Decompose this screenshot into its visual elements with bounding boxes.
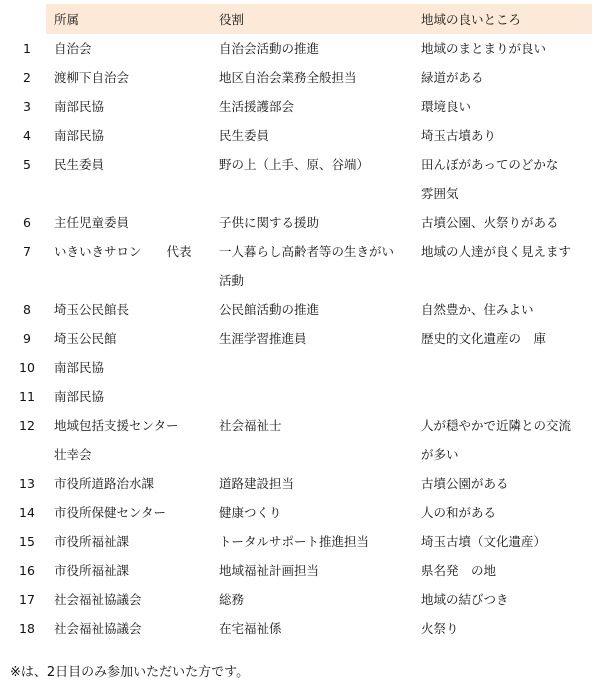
role-cell	[211, 382, 413, 411]
role-cell	[211, 556, 413, 585]
good-points-cell-line: 古墳公園、火祭りがある	[421, 215, 559, 230]
role-cell-line: 健康つくり	[219, 505, 282, 520]
table-row	[8, 208, 592, 237]
affiliation-cell-line: 民生委員	[54, 157, 105, 172]
table-row	[8, 411, 592, 469]
good-points-cell	[413, 237, 592, 295]
row-number: 11	[19, 389, 35, 404]
role-cell-line: 自治会活動の推進	[219, 41, 320, 56]
role-cell-line: 生涯学習推進員	[219, 331, 307, 346]
affiliation-cell-line: 市役所福祉課	[54, 534, 130, 549]
table-row	[8, 92, 592, 121]
participant-table	[8, 4, 592, 643]
row-number: 9	[23, 331, 31, 346]
row-number: 13	[19, 476, 35, 491]
affiliation-cell-line: 埼玉公民館長	[54, 302, 130, 317]
table-row	[8, 556, 592, 585]
role-cell-line: 野の上（上手、原、谷端）	[219, 157, 370, 172]
role-cell	[211, 527, 413, 556]
row-number: 17	[19, 592, 35, 607]
good-points-cell-line: 人の和がある	[421, 505, 497, 520]
affiliation-cell-line: いきいきサロン 代表	[54, 244, 192, 259]
affiliation-cell	[46, 63, 211, 92]
role-cell	[211, 150, 413, 208]
role-cell	[211, 469, 413, 498]
good-points-cell	[413, 614, 592, 643]
affiliation-cell-line: 渡柳下自治会	[54, 70, 130, 85]
affiliation-cell	[46, 382, 211, 411]
affiliation-cell-line: 社会福祉協議会	[54, 592, 142, 607]
row-number: 5	[23, 157, 31, 172]
role-cell-line: 地区自治会業務全般担当	[219, 70, 357, 85]
table-row	[8, 585, 592, 614]
role-cell-line: 道路建設担当	[219, 476, 295, 491]
affiliation-cell-line-2: 壮幸会	[54, 447, 92, 462]
role-cell-line: 総務	[219, 592, 245, 607]
good-points-cell	[413, 382, 592, 411]
row-number: 18	[19, 621, 35, 636]
row-number: 16	[19, 563, 35, 578]
affiliation-cell-line: 南部民協	[54, 360, 105, 375]
table-row	[8, 382, 592, 411]
good-points-cell-line: 地域の人達が良く見えます	[421, 244, 572, 259]
affiliation-cell	[46, 527, 211, 556]
affiliation-cell	[46, 556, 211, 585]
good-points-cell	[413, 411, 592, 469]
affiliation-cell	[46, 295, 211, 324]
table-row	[8, 295, 592, 324]
affiliation-cell	[46, 469, 211, 498]
table-row	[8, 469, 592, 498]
affiliation-cell	[46, 121, 211, 150]
good-points-cell-line: 県名発 の地	[421, 563, 497, 578]
affiliation-cell-line: 市役所道路治水課	[54, 476, 155, 491]
good-points-cell-line: 埼玉古墳（文化遺産）	[421, 534, 547, 549]
role-cell-line: 生活援護部会	[219, 99, 295, 114]
good-points-cell	[413, 527, 592, 556]
good-points-cell	[413, 208, 592, 237]
good-points-cell	[413, 585, 592, 614]
footnote: ※は、2日目のみ参加いただいた方です。	[10, 665, 250, 680]
affiliation-cell	[46, 34, 211, 63]
affiliation-cell	[46, 208, 211, 237]
row-number: 15	[19, 534, 35, 549]
good-points-cell	[413, 34, 592, 63]
good-points-cell-line: 地域のまとまりが良い	[421, 41, 547, 56]
table-header-row	[8, 4, 592, 34]
role-cell	[211, 92, 413, 121]
row-number: 7	[23, 244, 31, 259]
header-affiliation: 所属	[46, 4, 211, 34]
role-cell	[211, 34, 413, 63]
good-points-cell	[413, 498, 592, 527]
role-cell	[211, 208, 413, 237]
row-number: 4	[23, 128, 31, 143]
good-points-cell-line: 人が穏やかで近隣との交流	[421, 418, 572, 433]
row-number: 1	[23, 41, 31, 56]
affiliation-cell-line: 市役所保健センター	[54, 505, 167, 520]
good-points-cell	[413, 556, 592, 585]
table-row	[8, 34, 592, 63]
affiliation-cell-line: 埼玉公民館	[54, 331, 117, 346]
row-number: 12	[19, 418, 35, 433]
row-number: 6	[23, 215, 31, 230]
table-body	[8, 34, 592, 643]
role-cell-line: 公民館活動の推進	[219, 302, 320, 317]
role-cell	[211, 498, 413, 527]
affiliation-cell	[46, 92, 211, 121]
header-role: 役割	[211, 4, 413, 34]
table-row	[8, 614, 592, 643]
affiliation-cell-line: 地域包括支援センター	[54, 418, 179, 433]
good-points-cell-line: 自然豊か、住みよい	[421, 302, 534, 317]
table-row	[8, 353, 592, 382]
good-points-cell	[413, 63, 592, 92]
good-points-cell	[413, 469, 592, 498]
table-row	[8, 324, 592, 353]
good-points-cell-line: 埼玉古墳あり	[421, 128, 497, 143]
table-row	[8, 63, 592, 92]
affiliation-cell-line: 主任児童委員	[54, 215, 130, 230]
affiliation-cell	[46, 585, 211, 614]
row-number: 8	[23, 302, 31, 317]
role-cell-line: 一人暮らし高齢者等の生きがい	[219, 244, 395, 259]
affiliation-cell-line: 南部民協	[54, 389, 105, 404]
affiliation-cell	[46, 614, 211, 643]
affiliation-cell	[46, 498, 211, 527]
affiliation-cell	[46, 353, 211, 382]
affiliation-cell	[46, 411, 211, 469]
affiliation-cell-line: 南部民協	[54, 128, 105, 143]
affiliation-cell	[46, 237, 211, 295]
role-cell-line-2: 活動	[219, 273, 245, 288]
row-number: 10	[19, 360, 35, 375]
good-points-cell-line: 火祭り	[421, 621, 459, 636]
header-good-points: 地域の良いところ	[413, 4, 592, 34]
role-cell-line: トータルサポート推進担当	[219, 534, 370, 549]
good-points-cell-line-2: が多い	[421, 447, 459, 462]
good-points-cell	[413, 121, 592, 150]
role-cell	[211, 585, 413, 614]
role-cell	[211, 121, 413, 150]
role-cell	[211, 63, 413, 92]
good-points-cell-line: 地域の結びつき	[421, 592, 509, 607]
table-row	[8, 498, 592, 527]
good-points-cell	[413, 324, 592, 353]
affiliation-cell-line: 南部民協	[54, 99, 105, 114]
good-points-cell	[413, 92, 592, 121]
role-cell-line: 地域福祉計画担当	[219, 563, 320, 578]
good-points-cell-line: 古墳公園がある	[421, 476, 509, 491]
row-number: 3	[23, 99, 31, 114]
role-cell	[211, 237, 413, 295]
good-points-cell-line: 環境良い	[421, 99, 472, 114]
header-number	[8, 4, 46, 34]
good-points-cell	[413, 150, 592, 208]
good-points-cell	[413, 353, 592, 382]
table-row	[8, 527, 592, 556]
role-cell	[211, 411, 413, 469]
good-points-cell-line: 田んぼがあってのどかな	[421, 157, 559, 172]
role-cell	[211, 324, 413, 353]
role-cell-line: 民生委員	[219, 128, 270, 143]
good-points-cell-line-2: 雰囲気	[421, 186, 459, 201]
role-cell	[211, 353, 413, 382]
good-points-cell	[413, 295, 592, 324]
role-cell	[211, 614, 413, 643]
good-points-cell-line: 緑道がある	[421, 70, 484, 85]
table-row	[8, 150, 592, 208]
role-cell-line: 社会福祉士	[219, 418, 282, 433]
table-row	[8, 121, 592, 150]
role-cell-line: 子供に関する援助	[219, 215, 320, 230]
table-row	[8, 237, 592, 295]
affiliation-cell	[46, 324, 211, 353]
row-number: 14	[19, 505, 35, 520]
role-cell	[211, 295, 413, 324]
good-points-cell-line: 歴史的文化遺産の 庫	[421, 331, 547, 346]
row-number: 2	[23, 70, 31, 85]
affiliation-cell-line: 市役所福祉課	[54, 563, 130, 578]
affiliation-cell	[46, 150, 211, 208]
affiliation-cell-line: 自治会	[54, 41, 92, 56]
affiliation-cell-line: 社会福祉協議会	[54, 621, 142, 636]
role-cell-line: 在宅福祉係	[219, 621, 282, 636]
